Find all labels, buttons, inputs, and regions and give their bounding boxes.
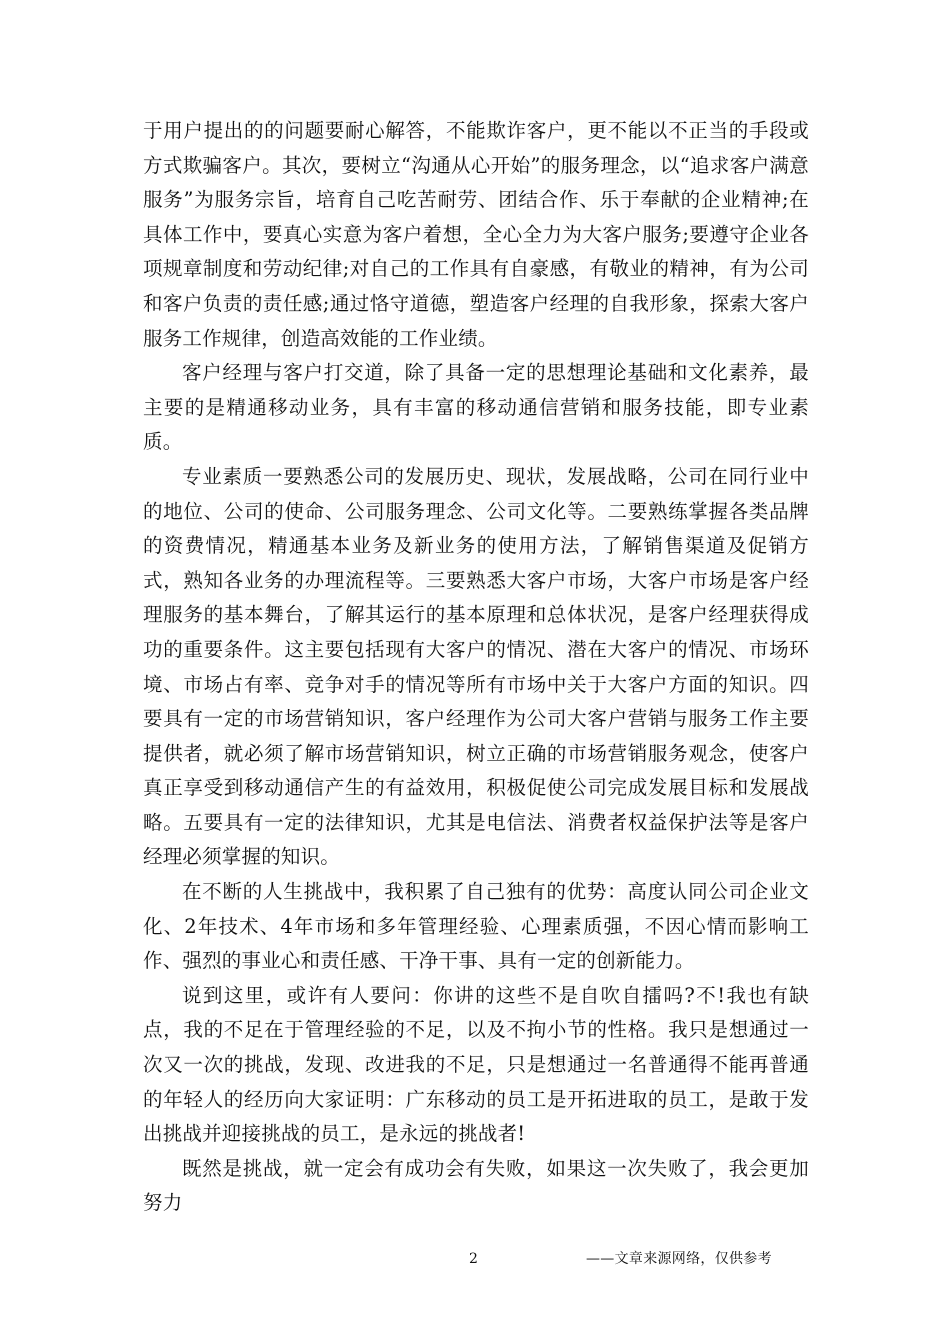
paragraph-5: 说到这里，或许有人要问：你讲的这些不是自吹自擂吗?不!我也有缺点，我的不足在于管理经验的不足，以及不拘小节的性格。我只是想通过一次又一次的挑战，发现、改进我的不足，只是想通过一名普通得不能再普通的年轻人的经历向大家证明：广东移动的员工是开拓进取的员工，是敢于发出挑战并迎接挑战的员工，是永远的挑战者!: [143, 983, 809, 1146]
paragraph-6: 既然是挑战，就一定会有成功会有失败，如果这一次失败了，我会更加努力: [143, 1156, 809, 1215]
page-footer: [0, 1250, 950, 1274]
paragraph-2: 客户经理与客户打交道，除了具备一定的思想理论基础和文化素养，最主要的是精通移动业务，具有丰富的移动通信营销和服务技能，即专业素质。: [143, 361, 809, 454]
paragraph-4: 在不断的人生挑战中，我积累了自己独有的优势：高度认同公司企业文化、2年技术、4年市场和多年管理经验、心理素质强，不因心情而影响工作、强烈的事业心和责任感、干净干事、具有一定的创新能力。: [143, 880, 809, 973]
source-note: ——文章来源网络，仅供参考: [586, 1251, 772, 1267]
paragraph-3: 专业素质一要熟悉公司的发展历史、现状，发展战略，公司在同行业中的地位、公司的使命、公司服务理念、公司文化等。二要熟练掌握各类品牌的资费情况，精通基本业务及新业务的使用方法，了解销售渠道及促销方式，熟知各业务的办理流程等。三要熟悉大客户市场，大客户市场是客户经理服务的基本舞台，了解其运行的基本原理和总体状况，是客户经理获得成功的重要条件。这主要包括现有大客户的情况、潜在大客户的情况、市场环境、市场占有率、竞争对手的情况等所有市场中关于大客户方面的知识。四要具有一定的市场营销知识，客户经理作为公司大客户营销与服务工作主要提供者，就必须了解市场营销知识，树立正确的市场营销服务观念，使客户真正享受到移动通信产生的有益效用，积极促使公司完成发展目标和发展战略。五要具有一定的法律知识，尤其是电信法、消费者权益保护法等是客户经理必须掌握的知识。: [143, 464, 809, 869]
page-number: 2: [469, 1251, 478, 1267]
document-body: [143, 114, 809, 1221]
paragraph-1: 于用户提出的的问题要耐心解答，不能欺诈客户，更不能以不正当的手段或方式欺骗客户。其次，要树立“沟通从心开始”的服务理念，以“追求客户满意服务”为服务宗旨，培育自己吃苦耐劳、团结合作、乐于奉献的企业精神;在具体工作中，要真心实意为客户着想，全心全力为大客户服务;要遵守企业各项规章制度和劳动纪律;对自己的工作具有自豪感，有敬业的精神，有为公司和客户负责的责任感;通过恪守道德，塑造客户经理的自我形象，探索大客户服务工作规律，创造高效能的工作业绩。: [143, 119, 809, 350]
